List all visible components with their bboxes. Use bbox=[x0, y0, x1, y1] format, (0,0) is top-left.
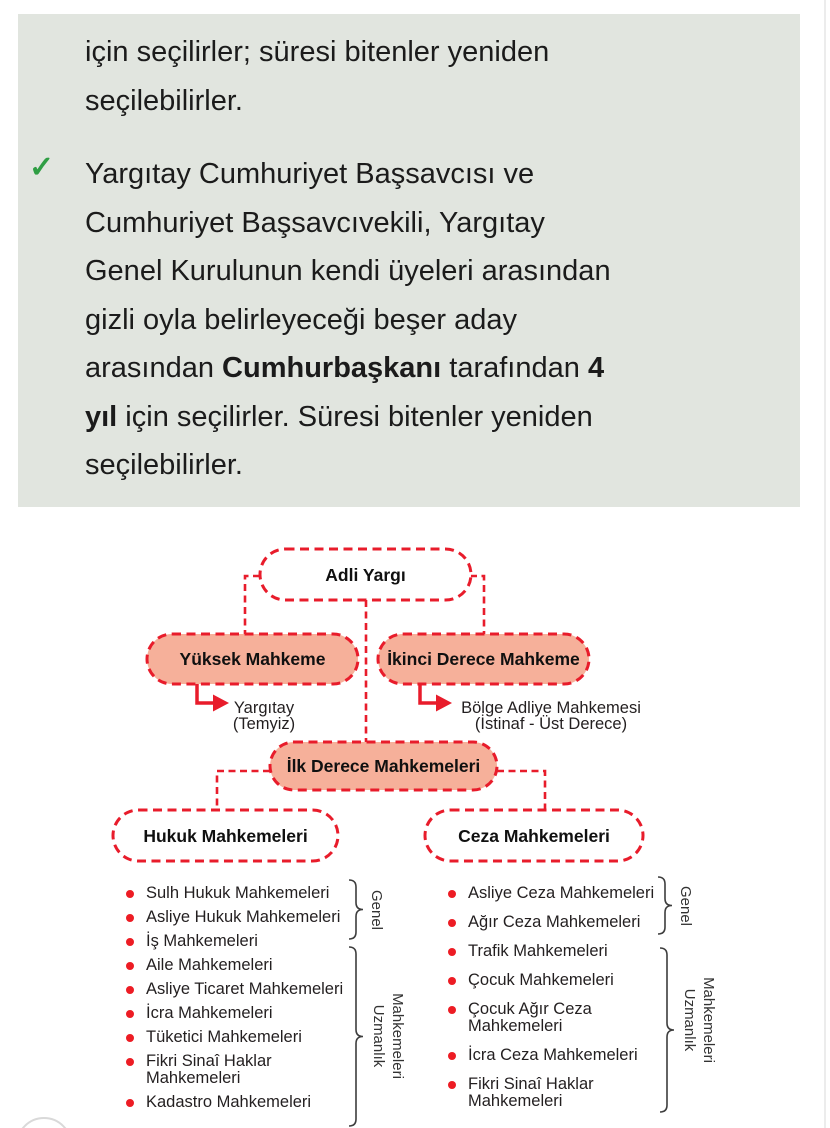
bullet-icon bbox=[448, 1006, 456, 1014]
list-item-text: Aile Mahkemeleri bbox=[146, 956, 273, 974]
arrow-line bbox=[420, 684, 436, 703]
checkmark-icon: ✓ bbox=[29, 151, 55, 184]
bullet-icon bbox=[126, 1058, 134, 1066]
list-item bbox=[126, 933, 343, 950]
uzmanlik-brace-hukuk bbox=[349, 947, 363, 1126]
node-label: Adli Yargı bbox=[325, 565, 406, 585]
list-item-text: Çocuk Mahkemeleri bbox=[468, 971, 614, 989]
list-item-text: Asliye Ceza Mahkemeleri bbox=[468, 884, 655, 902]
bullet-icon bbox=[448, 890, 456, 898]
bolge-note-line1: Bölge Adliye Mahkemesi bbox=[461, 699, 641, 717]
list-item-text: Trafik Mahkemeleri bbox=[468, 942, 608, 960]
list-item bbox=[126, 981, 343, 998]
node-label: İlk Derece Mahkemeleri bbox=[286, 756, 481, 776]
bullet-icon bbox=[448, 1081, 456, 1089]
text-line: Genel Kurulunun kendi üyeleri arasından bbox=[85, 255, 611, 287]
bullet-icon bbox=[126, 914, 134, 922]
node-ilk-derece-mahkemeleri bbox=[270, 742, 497, 790]
node-label: Yüksek Mahkeme bbox=[179, 649, 326, 669]
list-item-text: Asliye Hukuk Mahkemeleri bbox=[146, 908, 341, 926]
connector-adli-to-ikinci bbox=[470, 576, 484, 634]
ceza-court-list bbox=[448, 885, 654, 1110]
list-item-text: Fikri Sinaî Haklar Mahkemeleri bbox=[146, 1052, 272, 1087]
text-line: gizli oyla belirleyeceği beşer aday bbox=[85, 303, 518, 336]
bolge-note-line2: (İstinaf - Üst Derece) bbox=[474, 715, 628, 733]
node-label: Hukuk Mahkemeleri bbox=[143, 826, 308, 846]
node-label: Ceza Mahkemeleri bbox=[458, 826, 610, 846]
hukuk-court-list bbox=[126, 885, 343, 1111]
node-ikinci-derece-mahkeme bbox=[378, 634, 589, 684]
bullet-icon bbox=[126, 986, 134, 994]
bullet-icon bbox=[126, 938, 134, 946]
bullet-icon bbox=[448, 1052, 456, 1060]
list-item bbox=[448, 1047, 654, 1064]
genel-label-hukuk: Genel bbox=[368, 889, 385, 931]
list-item bbox=[448, 1076, 654, 1110]
list-item-text: Asliye Ticaret Mahkemeleri bbox=[146, 980, 344, 998]
text-line: Cumhuriyet Başsavcıvekili, Yargıtay bbox=[85, 206, 545, 239]
list-item bbox=[126, 957, 343, 974]
arrow-head bbox=[213, 695, 229, 712]
genel-brace-ceza bbox=[658, 877, 672, 934]
list-item bbox=[448, 1001, 654, 1035]
bullet-icon bbox=[448, 948, 456, 956]
genel-brace-hukuk bbox=[349, 880, 363, 939]
bullet-icon bbox=[126, 1034, 134, 1042]
bullet-icon bbox=[448, 977, 456, 985]
text-line: arasından Cumhurbaşkanı tarafından 4 bbox=[85, 352, 605, 384]
list-item-text: Tüketici Mahkemeleri bbox=[146, 1028, 302, 1046]
arrow-to-yargitay-icon bbox=[197, 684, 229, 712]
connector-ilk-to-hukuk bbox=[217, 771, 270, 810]
arrow-line bbox=[197, 684, 213, 703]
list-item bbox=[448, 943, 654, 960]
text-line: yıl için seçilirler. Süresi bitenler yeniden bbox=[85, 400, 593, 433]
node-hukuk-mahkemeleri bbox=[113, 810, 338, 861]
arrow-to-bolge-icon bbox=[420, 684, 452, 712]
text-line: için seçilirler; süresi bitenler yeniden bbox=[85, 36, 550, 68]
list-item-text: Sulh Hukuk Mahkemeleri bbox=[146, 884, 330, 902]
connector-ilk-to-ceza bbox=[497, 771, 545, 810]
bullet-icon bbox=[448, 919, 456, 927]
list-item bbox=[126, 1005, 343, 1022]
list-item bbox=[126, 885, 343, 902]
connector-adli-to-yuksek bbox=[245, 576, 260, 634]
list-item-text: İcra Ceza Mahkemeleri bbox=[468, 1046, 638, 1064]
node-ceza-mahkemeleri bbox=[425, 810, 643, 861]
text-line: seçilebilirler. bbox=[85, 449, 243, 481]
yargitay-note-line2: (Temyiz) bbox=[232, 715, 296, 733]
list-item bbox=[126, 909, 343, 926]
list-item bbox=[448, 972, 654, 989]
list-item-text: Fikri Sinaî Haklar Mahkemeleri bbox=[468, 1075, 594, 1110]
node-adli-yargi bbox=[260, 549, 471, 600]
list-item bbox=[126, 1094, 343, 1111]
list-item-text: İcra Mahkemeleri bbox=[146, 1004, 273, 1022]
list-item bbox=[126, 1029, 343, 1046]
uzmanlik-label-hukuk-line2: Mahkemeleri bbox=[389, 993, 406, 1079]
genel-label-ceza: Genel bbox=[677, 885, 694, 927]
list-item-text: İş Mahkemeleri bbox=[146, 932, 258, 950]
text-line: Yargıtay Cumhuriyet Başsavcısı ve bbox=[85, 158, 535, 190]
text-line: seçilebilirler. bbox=[85, 84, 243, 117]
bullet-icon bbox=[126, 890, 134, 898]
bullet-icon bbox=[126, 962, 134, 970]
list-item bbox=[448, 914, 654, 931]
list-item-text: Ağır Ceza Mahkemeleri bbox=[468, 913, 641, 931]
list-item bbox=[126, 1053, 343, 1087]
node-yuksek-mahkeme bbox=[147, 634, 358, 684]
list-item-text: Çocuk Ağır Ceza Mahkemeleri bbox=[468, 1000, 592, 1035]
arrow-head bbox=[436, 695, 452, 712]
list-item bbox=[448, 885, 654, 902]
node-label: İkinci Derece Mahkeme bbox=[387, 649, 580, 669]
bullet-icon bbox=[126, 1099, 134, 1107]
yargitay-note-line1: Yargıtay bbox=[233, 699, 295, 717]
bullet-icon bbox=[126, 1010, 134, 1018]
uzmanlik-label-ceza-line2: Mahkemeleri bbox=[700, 977, 717, 1063]
uzmanlik-brace-ceza bbox=[660, 948, 674, 1112]
uzmanlik-label-ceza-line1: Uzmanlık bbox=[681, 988, 698, 1052]
list-item-text: Kadastro Mahkemeleri bbox=[146, 1093, 312, 1111]
uzmanlik-label-hukuk-line1: Uzmanlık bbox=[370, 1004, 387, 1068]
